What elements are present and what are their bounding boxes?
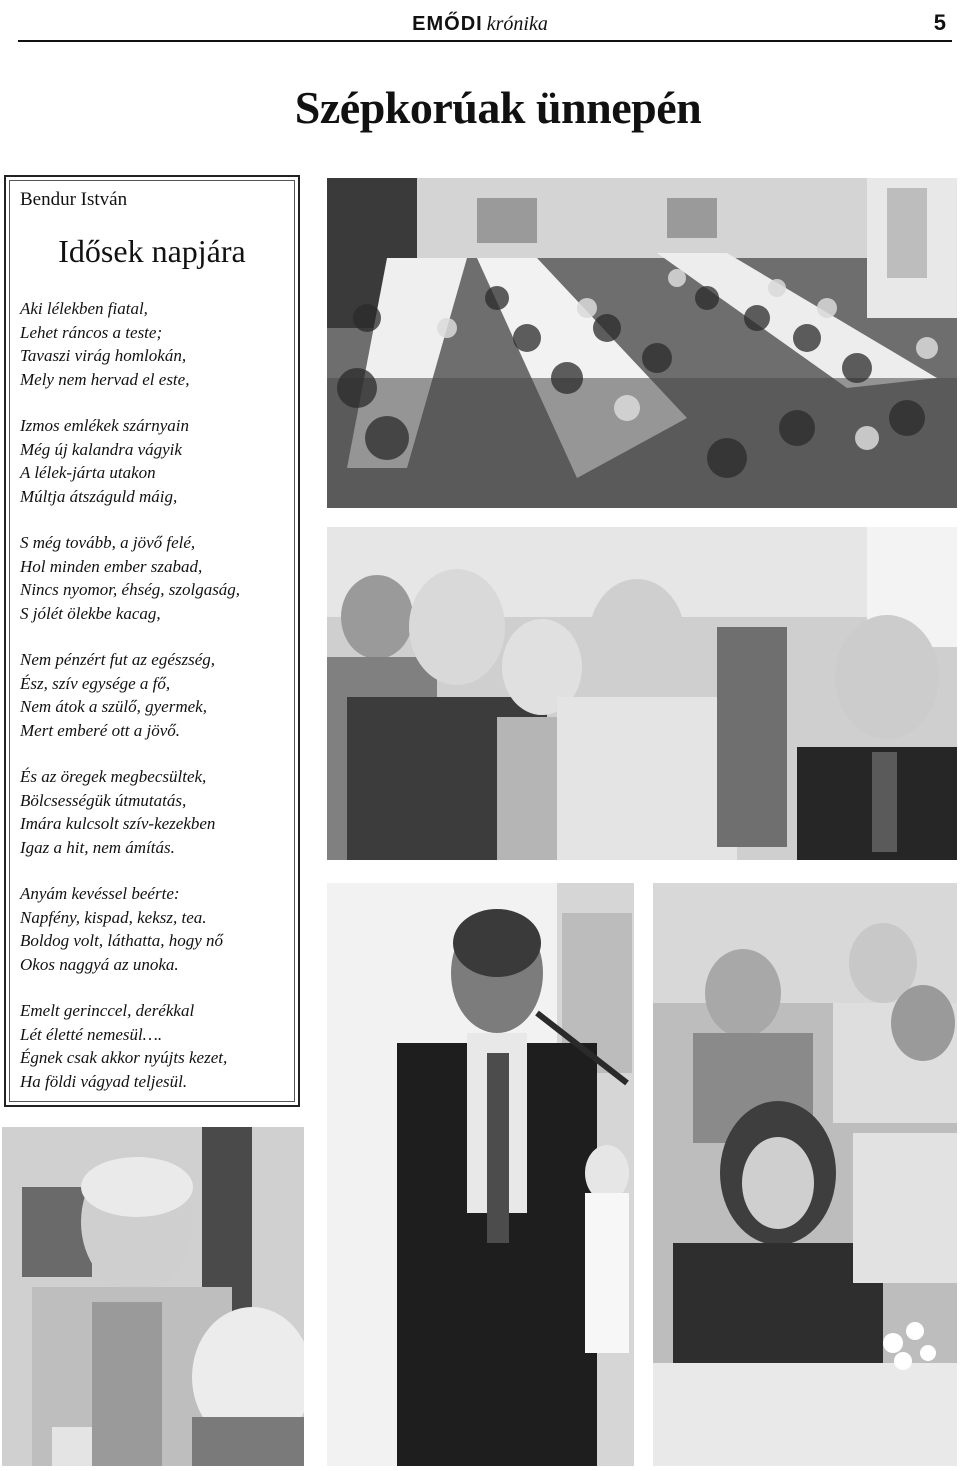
header-rule [18,40,952,42]
poem-stanza [20,297,290,391]
photo-elderly-women [653,883,957,1466]
poem-stanza [20,882,290,976]
poem-line: Mely nem hervad el este, [20,369,190,389]
poem-stanza [20,765,290,859]
poem-line: Imára kulcsolt szív-kezekben [20,814,216,833]
poem-line: Lehet ráncos a teste; [20,322,163,342]
photo-elderly-man [2,1127,304,1466]
page-number: 5 [933,10,946,35]
poem-line: Boldog volt, láthatta, hogy nő [20,931,224,950]
poem-stanza [20,531,290,625]
headline-text: Szépkorúak ünnepén [294,82,702,133]
poem-line: Lét életté nemesül…. [20,1024,163,1044]
poem-line: Tavaszi virág homlokán, [20,346,187,365]
poem-box [4,175,300,1107]
photo-elderly-men-image [327,527,957,860]
photo-elderly-women-image [653,883,957,1466]
poem-line: Izmos emlékek szárnyain [20,416,190,435]
poem-line: Ész, szív egysége a fő, [20,673,171,693]
photo-elderly-men [327,527,957,860]
poem-line: Napfény, kispad, keksz, tea. [20,907,207,927]
masthead-brand: EMŐDI [412,13,483,35]
article-headline [0,80,960,136]
poem-line: Igaz a hit, nem ámítás. [20,837,175,857]
photo-speaker [327,883,634,1466]
poem-line: Ha földi vágyad teljesül. [20,1071,188,1091]
photo-elderly-man-image [2,1127,304,1466]
poem-line: S még tovább, a jövő felé, [20,533,196,552]
poem-line: S jólét ölekbe kacag, [20,603,161,623]
masthead [360,12,600,36]
poem-line: És az öregek megbecsültek, [20,767,207,786]
poem-line: Bölcsességük útmutatás, [20,790,187,810]
poem-line: Nem pénzért fut az egészség, [20,650,216,669]
poem-stanza [20,414,290,508]
poem-line: Égnek csak akkor nyújts kezet, [20,1048,228,1067]
poem-title: Idősek napjára [58,233,246,269]
poem-line: Nem átok a szülő, gyermek, [20,697,207,716]
poem-line: Emelt gerinccel, derékkal [20,1001,195,1020]
poem-line: Múltja átszáguld máig, [20,486,178,506]
photo-banquet-hall [327,178,957,508]
poem-line: Hol minden ember szabad, [20,556,203,576]
poem-line: Mert emberé ott a jövő. [20,720,181,740]
poem-line: Okos naggyá az unoka. [20,954,179,974]
poem-stanza [20,648,290,742]
poem-line: Nincs nyomor, éhség, szolgaság, [20,580,241,599]
photo-speaker-image [327,883,634,1466]
poem-line: Még új kalandra vágyik [20,439,182,459]
page-header [0,0,960,42]
poem-line: Anyám kevéssel beérte: [20,884,180,903]
poem-author: Bendur István [20,189,128,210]
poem-line: Aki lélekben fiatal, [20,299,148,318]
poem-stanzas [20,297,290,1116]
masthead-subtitle: krónika [486,13,548,35]
photo-banquet-hall-image [327,178,957,508]
poem-line: A lélek-járta utakon [20,463,156,482]
poem-stanza [20,999,290,1093]
